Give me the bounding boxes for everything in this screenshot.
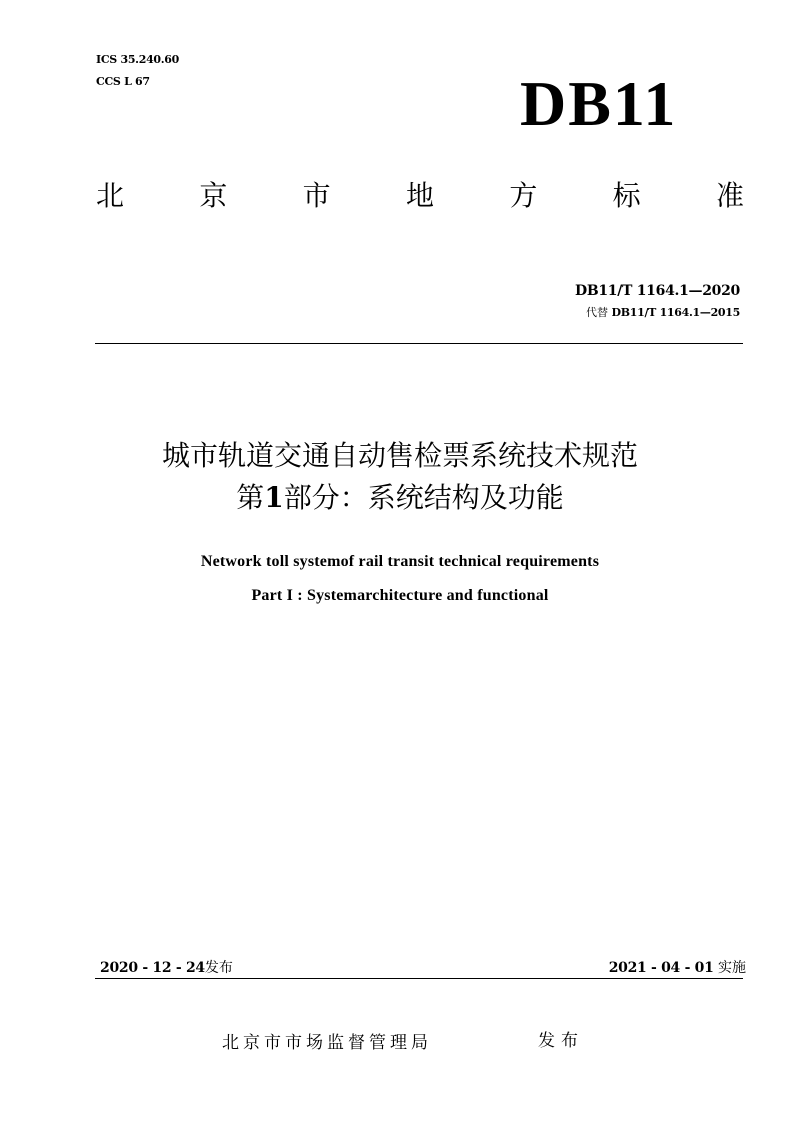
implementation-date-label: 实施 (718, 960, 746, 976)
bottom-divider (95, 978, 743, 979)
replaces-code: DB11/T 1164.1—2015 (611, 306, 740, 319)
standard-type-char: 准 (715, 179, 744, 212)
chinese-title-line2 (0, 480, 800, 516)
db11-logo: DB11 (520, 68, 678, 139)
chinese-title-part-number: 1 (264, 481, 284, 514)
issue-date (100, 959, 233, 977)
replaces-label: 代替 (586, 306, 608, 319)
english-title-line1: Network toll systemof rail transit technical requirements (200, 553, 600, 570)
standard-type (96, 178, 744, 214)
replaces-line (586, 306, 740, 320)
chinese-title-line1: 城市轨道交通自动售检票系统技术规范 (161, 439, 638, 472)
chinese-title-part-suffix: 部分：系统结构及功能 (283, 481, 564, 514)
standard-type-char: 北 (96, 179, 125, 212)
standard-type-char: 标 (612, 179, 641, 212)
standard-type-char: 京 (199, 179, 228, 212)
chinese-title-part-prefix: 第 (236, 481, 265, 514)
standard-type-char: 市 (302, 179, 331, 212)
issue-date-value: 2020 - 12 - 24 (100, 960, 205, 976)
top-divider (95, 343, 743, 344)
standard-type-char: 地 (405, 179, 434, 212)
issuing-action: 发布 (538, 1031, 584, 1051)
implementation-date-value: 2021 - 04 - 01 (608, 960, 714, 976)
issuing-authority: 北京市市场监督管理局 (222, 1033, 432, 1053)
standard-type-char: 方 (509, 179, 538, 212)
english-title-line2: Part I : Systemarchitecture and functional (251, 587, 549, 604)
issue-date-label: 发布 (204, 960, 233, 976)
ics-code: ICS 35.240.60 (96, 53, 180, 66)
ccs-code: CCS L 67 (96, 75, 150, 88)
implementation-date (609, 959, 746, 977)
standard-number: DB11/T 1164.1—2020 (574, 283, 740, 299)
